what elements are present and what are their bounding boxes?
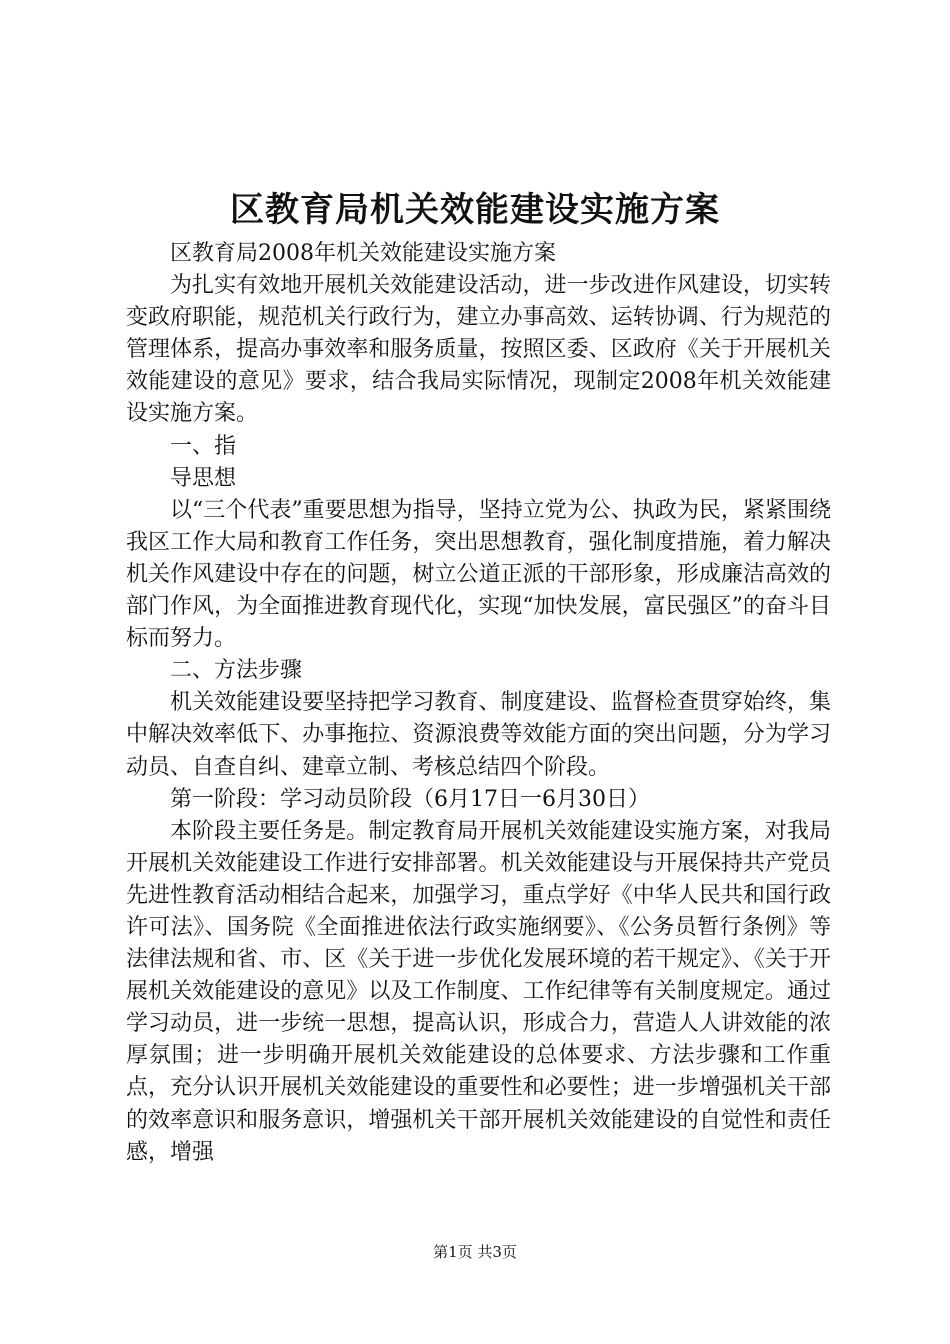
- section-heading-guiding-2: 导思想: [170, 465, 237, 491]
- paragraph-guiding-thought: 以“三个代表”重要思想为指导，坚持立党为公、执政为民，紧紧围绕我区工作大局和教育工作任务，突出思想教育，强化制度措施，着力解决机关作风建设中存在的问题，树立公道正派的干部形象，形成廉洁高效的部门作风，为全面推进教育现代化，实现“加快发展，富民强区”的奋斗目标而努力。: [126, 497, 831, 652]
- paragraph-stage-first: 本阶段主要任务是。制定教育局开展机关效能建设实施方案，对我局开展机关效能建设工作进行安排部署。机关效能建设与开展保持共产党员先进性教育活动相结合起来，加强学习，重点学好《中华人民共和国行政许可法》、国务院《全面推进依法行政实施纲要》、《公务员暂行条例》等法律法规和省、市、区《关于进一步优化发展环境的若干规定》、《关于开展机关效能建设的意见》以及工作制度、工作纪律等有关制度规定。通过学习动员，进一步统一思想，提高认识，形成合力，营造人人讲效能的浓厚氛围；进一步明确开展机关效能建设的总体要求、方法步骤和工作重点，充分认识开展机关效能建设的重要性和必要性；进一步增强机关干部的效率意识和服务意识，增强机关干部开展机关效能建设的自觉性和责任感，增强: [126, 818, 831, 1165]
- section-heading-methods: 二、方法步骤: [170, 658, 303, 684]
- paragraph-subtitle: 区教育局2008年机关效能建设实施方案: [170, 241, 556, 266]
- paragraph-methods: 机关效能建设要坚持把学习教育、制度建设、监督检查贯穿始终，集中解决效率低下、办事拖拉、资源浪费等效能方面的突出问题，分为学习动员、自查自纠、建章立制、考核总结四个阶段。: [126, 690, 831, 780]
- document-title: 区教育局机关效能建设实施方案: [230, 190, 720, 230]
- stage-heading-first: 第一阶段：学习动员阶段（6月17日一6月30日）: [170, 786, 650, 812]
- page-footer: 第1页 共3页: [433, 1243, 517, 1261]
- document-body: [126, 238, 831, 1169]
- section-heading-guiding-1: 一、指: [170, 433, 237, 459]
- paragraph-intro: 为扎实有效地开展机关效能建设活动，进一步改进作风建设，切实转变政府职能，规范机关行政行为，建立办事高效、运转协调、行为规范的管理体系，提高办事效率和服务质量，按照区委、区政府《关于开展机关效能建设的意见》要求，结合我局实际情况，现制定2008年机关效能建设实施方案。: [126, 273, 831, 427]
